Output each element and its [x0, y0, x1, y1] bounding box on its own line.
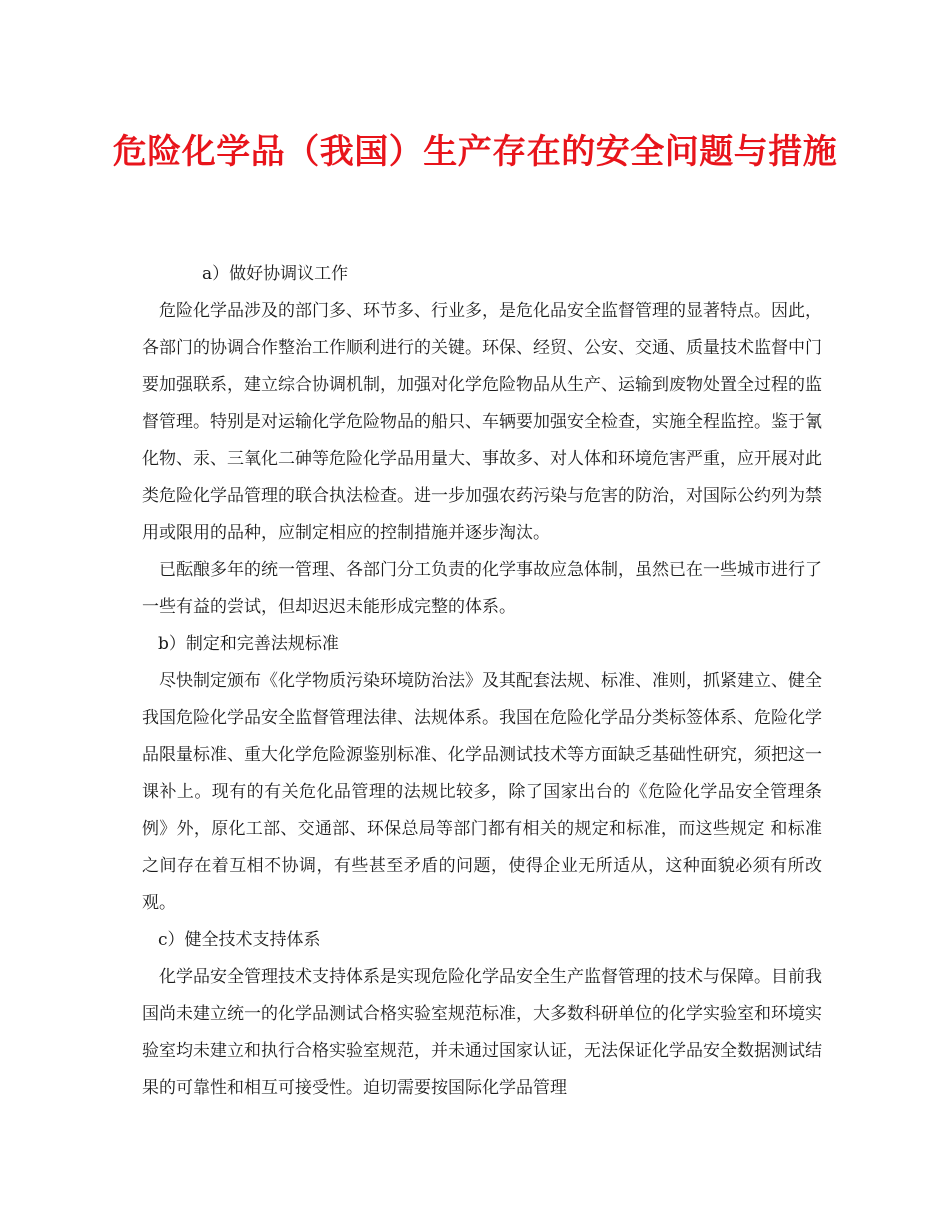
- section-heading-b: b）制定和完善法规标准: [158, 634, 339, 654]
- section-heading-a: a）做好协调议工作: [202, 264, 349, 284]
- section-heading-c: c）健全技术支持体系: [158, 930, 321, 950]
- document-title: 危险化学品（我国）生产存在的安全问题与措施: [112, 132, 838, 172]
- paragraph-c-1: 化学品安全管理技术支持体系是实现危险化学品安全生产监督管理的技术与保障。目前我国尚未建立统一的化学品测试合格实验室规范标准，大多数科研单位的化学实验室和环境实验室均未建立和执行合格实验室规范，并未通过国家认证，无法保证化学品安全数据测试结果的可靠性和相互可接受性。迫切需要按国际化学品管理: [142, 967, 822, 1098]
- paragraph-b-1: 尽快制定颁布《化学物质污染环境防治法》及其配套法规、标准、准则，抓紧建立、健全我国危险化学品安全监督管理法律、法规体系。我国在危险化学品分类标签体系、危险化学品限量标准、重大化学危险源鉴别标准、化学品测试技术等方面缺乏基础性研究，须把这一课补上。现有的有关危化品管理的法规比较多，除了国家出台的《危险化学品安全管理条例》外，原化工部、交通部、环保总局等部门都有相关的规定和标准，而这些规定 和标准之间存在着互相不协调，有些甚至矛盾的问题，使得企业无所适从，这种面貌必须有所改观。: [142, 671, 822, 913]
- paragraph-a-2: 已酝酿多年的统一管理、各部门分工负责的化学事故应急体制，虽然已在一些城市进行了一些有益的尝试，但却迟迟未能形成完整的体系。: [142, 560, 822, 617]
- document-body: [142, 256, 822, 1107]
- paragraph-a-1: 危险化学品涉及的部门多、环节多、行业多，是危化品安全监督管理的显著特点。因此，各部门的协调合作整治工作顺利进行的关键。环保、经贸、公安、交通、质量技术监督中门要加强联系，建立综合协调机制，加强对化学危险物品从生产、运输到废物处置全过程的监督管理。特别是对运输化学危险物品的船只、车辆要加强安全检查，实施全程监控。鉴于氰化物、汞、三氧化二砷等危险化学品用量大、事故多、对人体和环境危害严重，应开展对此类危险化学品管理的联合执法检查。进一步加强农药污染与危害的防治，对国际公约列为禁用或限用的品种，应制定相应的控制措施并逐步淘汰。: [142, 301, 822, 543]
